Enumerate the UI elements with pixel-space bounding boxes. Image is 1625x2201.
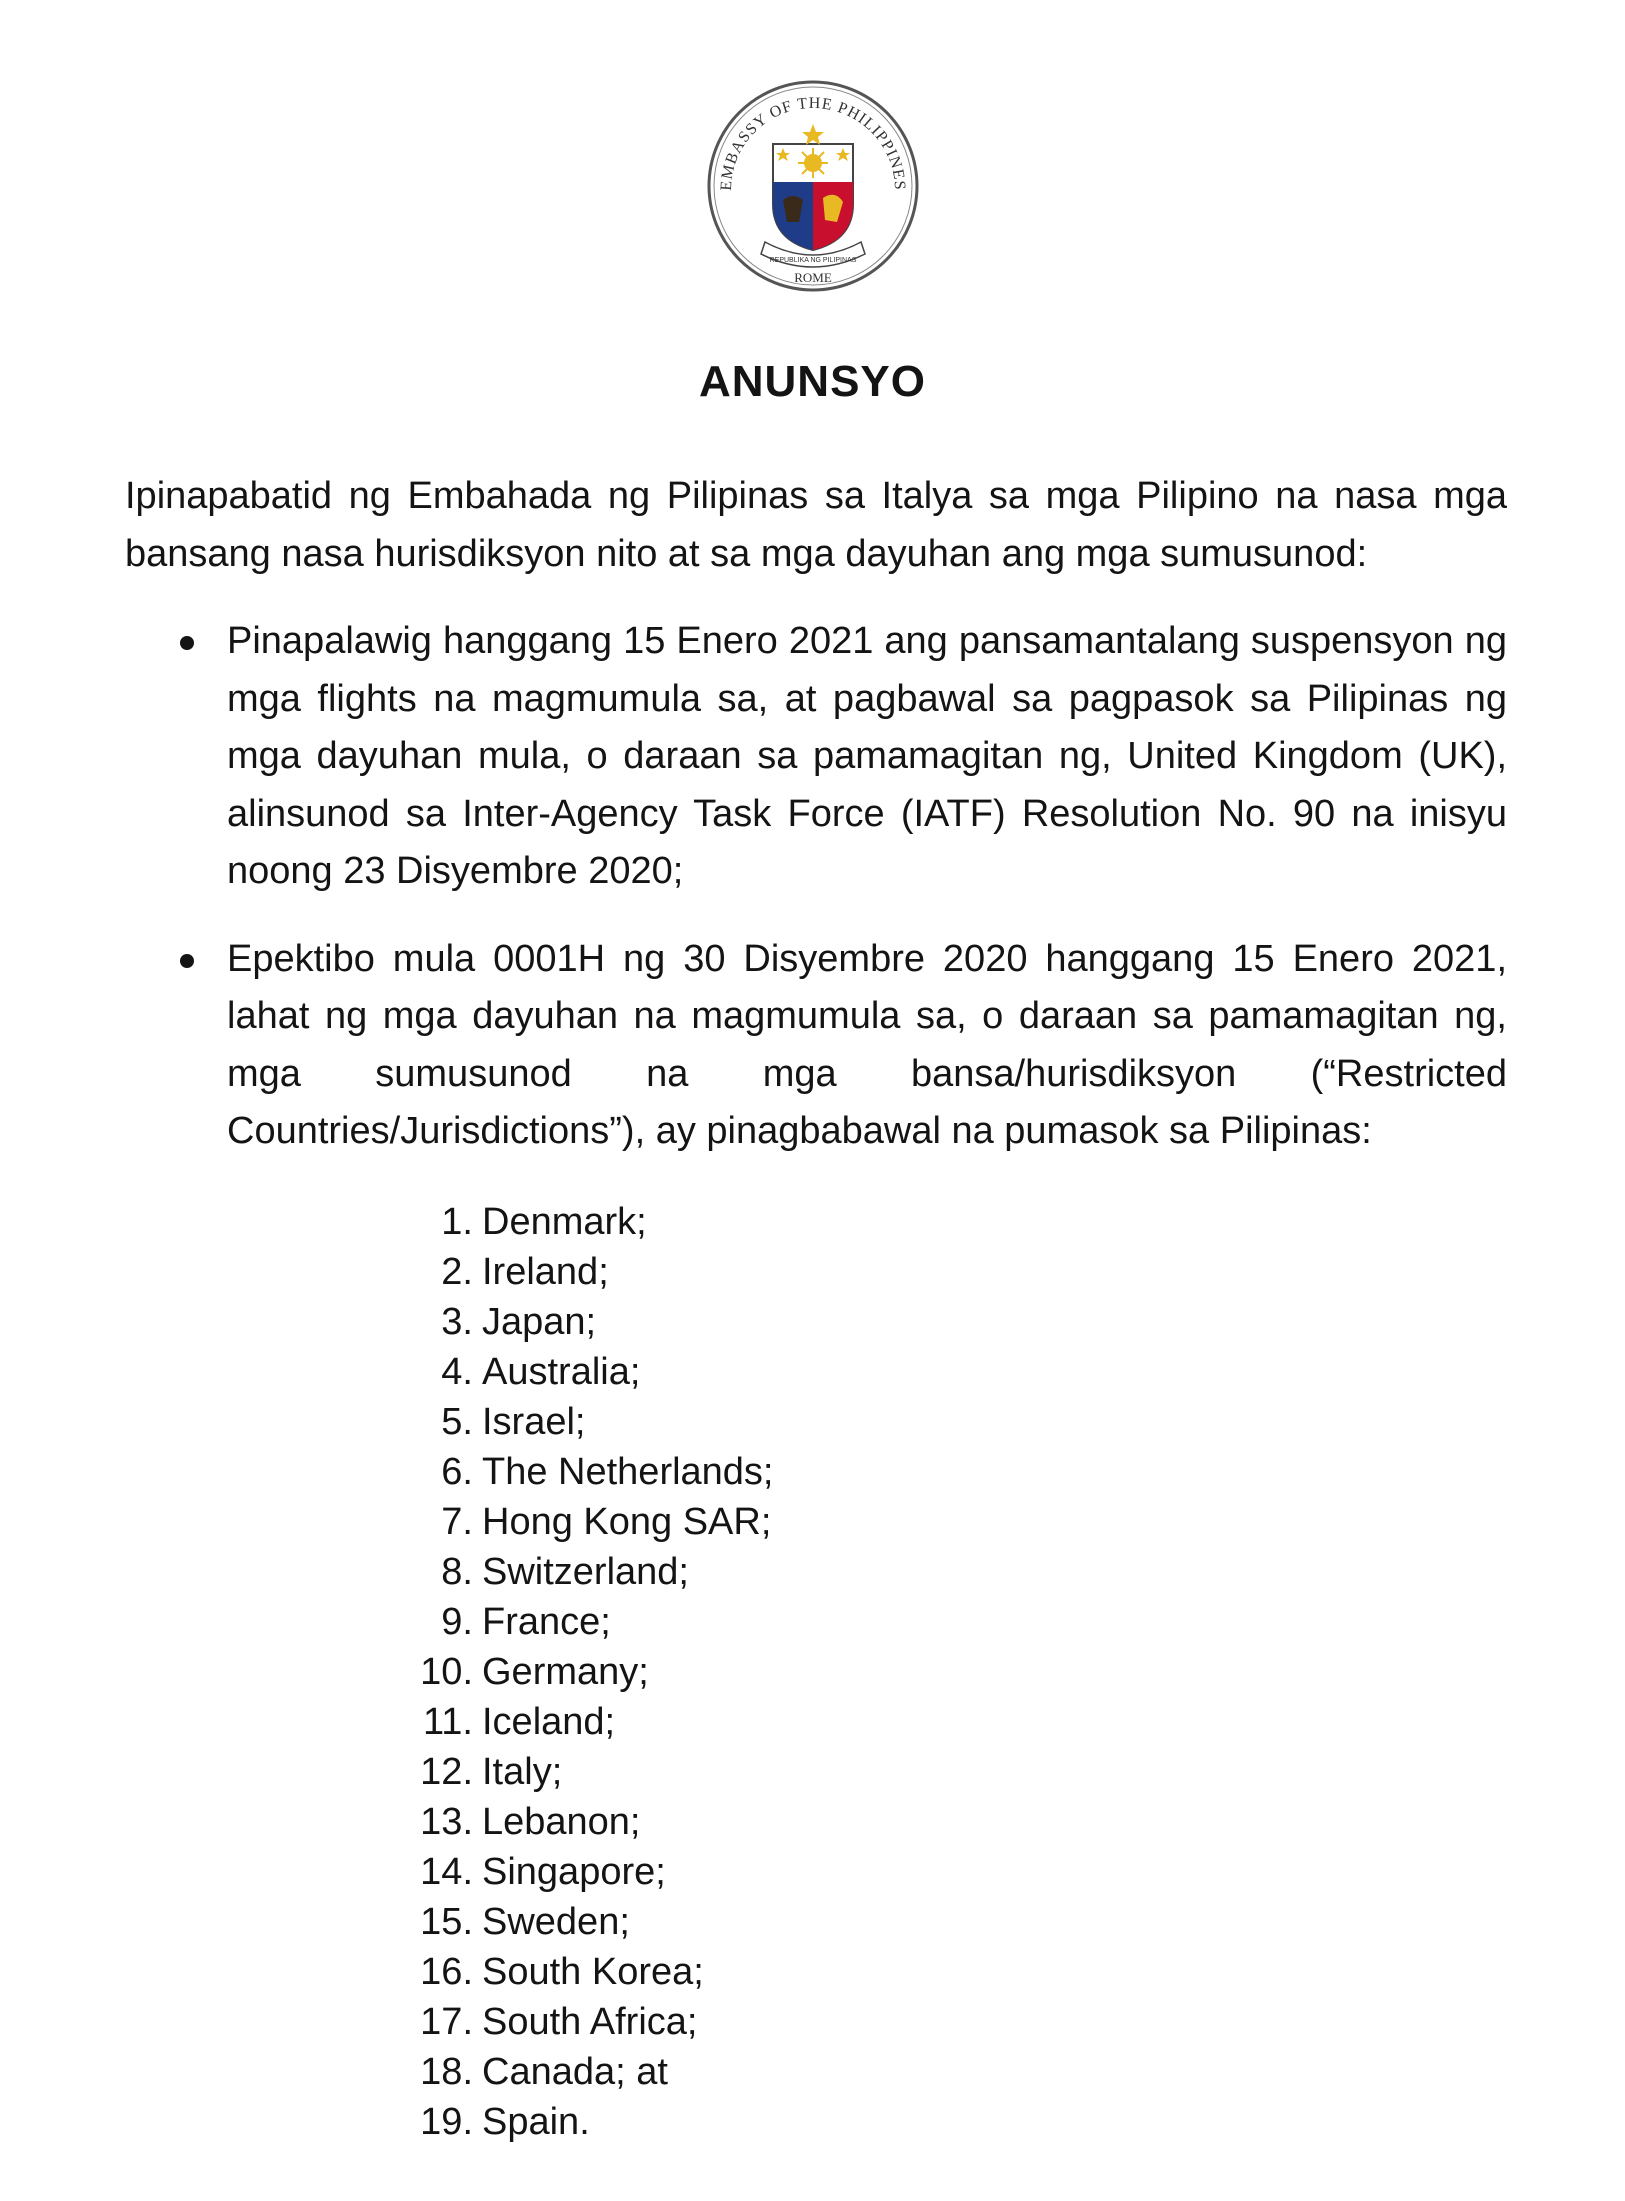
country-name: South Korea; xyxy=(482,1950,704,1993)
country-name: Germany; xyxy=(482,1650,649,1693)
country-item xyxy=(227,1897,1507,1947)
country-item xyxy=(227,2047,1507,2097)
country-name: Japan; xyxy=(482,1300,597,1343)
country-name: Ireland; xyxy=(482,1250,609,1293)
country-number: 7. xyxy=(441,1500,473,1543)
country-number: 10. xyxy=(420,1650,473,1693)
intro-paragraph: Ipinapabatid ng Embahada ng Pilipinas sa Italya sa mga Pilipino na nasa mga bansang nasa hurisdiksyon nito at sa mga dayuhan ang mga sumusunod: xyxy=(125,475,1507,575)
country-name: Denmark; xyxy=(482,1200,647,1243)
country-name: Italy; xyxy=(482,1750,563,1793)
country-number: 3. xyxy=(441,1300,473,1343)
country-item xyxy=(227,1197,1507,1247)
country-item xyxy=(227,1747,1507,1797)
country-item xyxy=(227,1447,1507,1497)
country-name: France; xyxy=(482,1600,611,1643)
svg-text:EMBASSY OF THE PHILIPPINES: EMBASSY OF THE PHILIPPINES xyxy=(717,94,909,192)
country-item xyxy=(227,1347,1507,1397)
country-item xyxy=(227,1997,1507,2047)
country-list xyxy=(227,1197,1507,2147)
country-item xyxy=(227,1547,1507,1597)
country-number: 8. xyxy=(441,1550,473,1593)
country-name: Israel; xyxy=(482,1400,586,1443)
country-name: Australia; xyxy=(482,1350,641,1393)
embassy-seal-icon xyxy=(703,72,923,300)
country-name: Hong Kong SAR; xyxy=(482,1500,772,1543)
country-name: Spain. xyxy=(482,2100,590,2143)
svg-text:REPUBLIKA NG PILIPINAS: REPUBLIKA NG PILIPINAS xyxy=(769,257,857,264)
country-name: Sweden; xyxy=(482,1900,630,1943)
country-number: 11. xyxy=(422,1700,473,1743)
svg-text:ROME: ROME xyxy=(794,270,832,285)
country-number: 17. xyxy=(420,2000,473,2043)
country-number: 1. xyxy=(441,1200,473,1243)
country-name: The Netherlands; xyxy=(482,1450,774,1493)
country-item xyxy=(227,1697,1507,1747)
announcement-body xyxy=(125,468,1507,2147)
bullet-icon xyxy=(180,954,194,968)
bullet-icon xyxy=(180,636,194,650)
country-item xyxy=(227,2097,1507,2147)
country-number: 13. xyxy=(420,1800,473,1843)
country-item xyxy=(227,1297,1507,1347)
country-number: 2. xyxy=(441,1250,473,1293)
country-number: 19. xyxy=(420,2100,473,2143)
bullet-item xyxy=(125,613,1507,901)
country-number: 4. xyxy=(441,1350,473,1393)
country-name: Lebanon; xyxy=(482,1800,641,1843)
country-item xyxy=(227,1947,1507,1997)
country-number: 16. xyxy=(420,1950,473,1993)
country-item xyxy=(227,1647,1507,1697)
bullet-list xyxy=(125,613,1507,2147)
country-name: Canada; at xyxy=(482,2050,668,2093)
country-item xyxy=(227,1247,1507,1297)
country-name: Singapore; xyxy=(482,1850,666,1893)
country-item xyxy=(227,1397,1507,1447)
country-number: 18. xyxy=(420,2050,473,2093)
country-name: South Africa; xyxy=(482,2000,698,2043)
country-item xyxy=(227,1497,1507,1547)
bullet-item xyxy=(125,931,1507,2147)
bullet-text: Epektibo mula 0001H ng 30 Disyembre 2020 hanggang 15 Enero 2021, lahat ng mga dayuhan na magmumula sa, o daraan sa pamamagitan ng, mga sumusunod na mga bansa/hurisdiksyon (“Restricted Countries/Jurisdictions”), ay pinagbabawal na pumasok sa Pilipinas: xyxy=(227,937,1507,1152)
country-item xyxy=(227,1597,1507,1647)
country-item xyxy=(227,1847,1507,1897)
country-number: 5. xyxy=(441,1400,473,1443)
country-number: 14. xyxy=(420,1850,473,1893)
page-title: ANUNSYO xyxy=(698,357,927,406)
country-number: 15. xyxy=(420,1900,473,1943)
country-number: 12. xyxy=(420,1750,473,1793)
country-name: Switzerland; xyxy=(482,1550,689,1593)
country-number: 6. xyxy=(441,1450,473,1493)
country-number: 9. xyxy=(441,1600,473,1643)
bullet-text: Pinapalawig hanggang 15 Enero 2021 ang pansamantalang suspensyon ng mga flights na magmumula sa, at pagbawal sa pagpasok sa Pilipinas ng mga dayuhan mula, o daraan sa pamamagitan ng, United Kingdom (UK), alinsunod sa Inter-Agency Task Force (IATF) Resolution No. 90 na inisyu noong 23 Disyembre 2020; xyxy=(227,620,1507,892)
country-name: Iceland; xyxy=(482,1700,616,1743)
country-item xyxy=(227,1797,1507,1847)
